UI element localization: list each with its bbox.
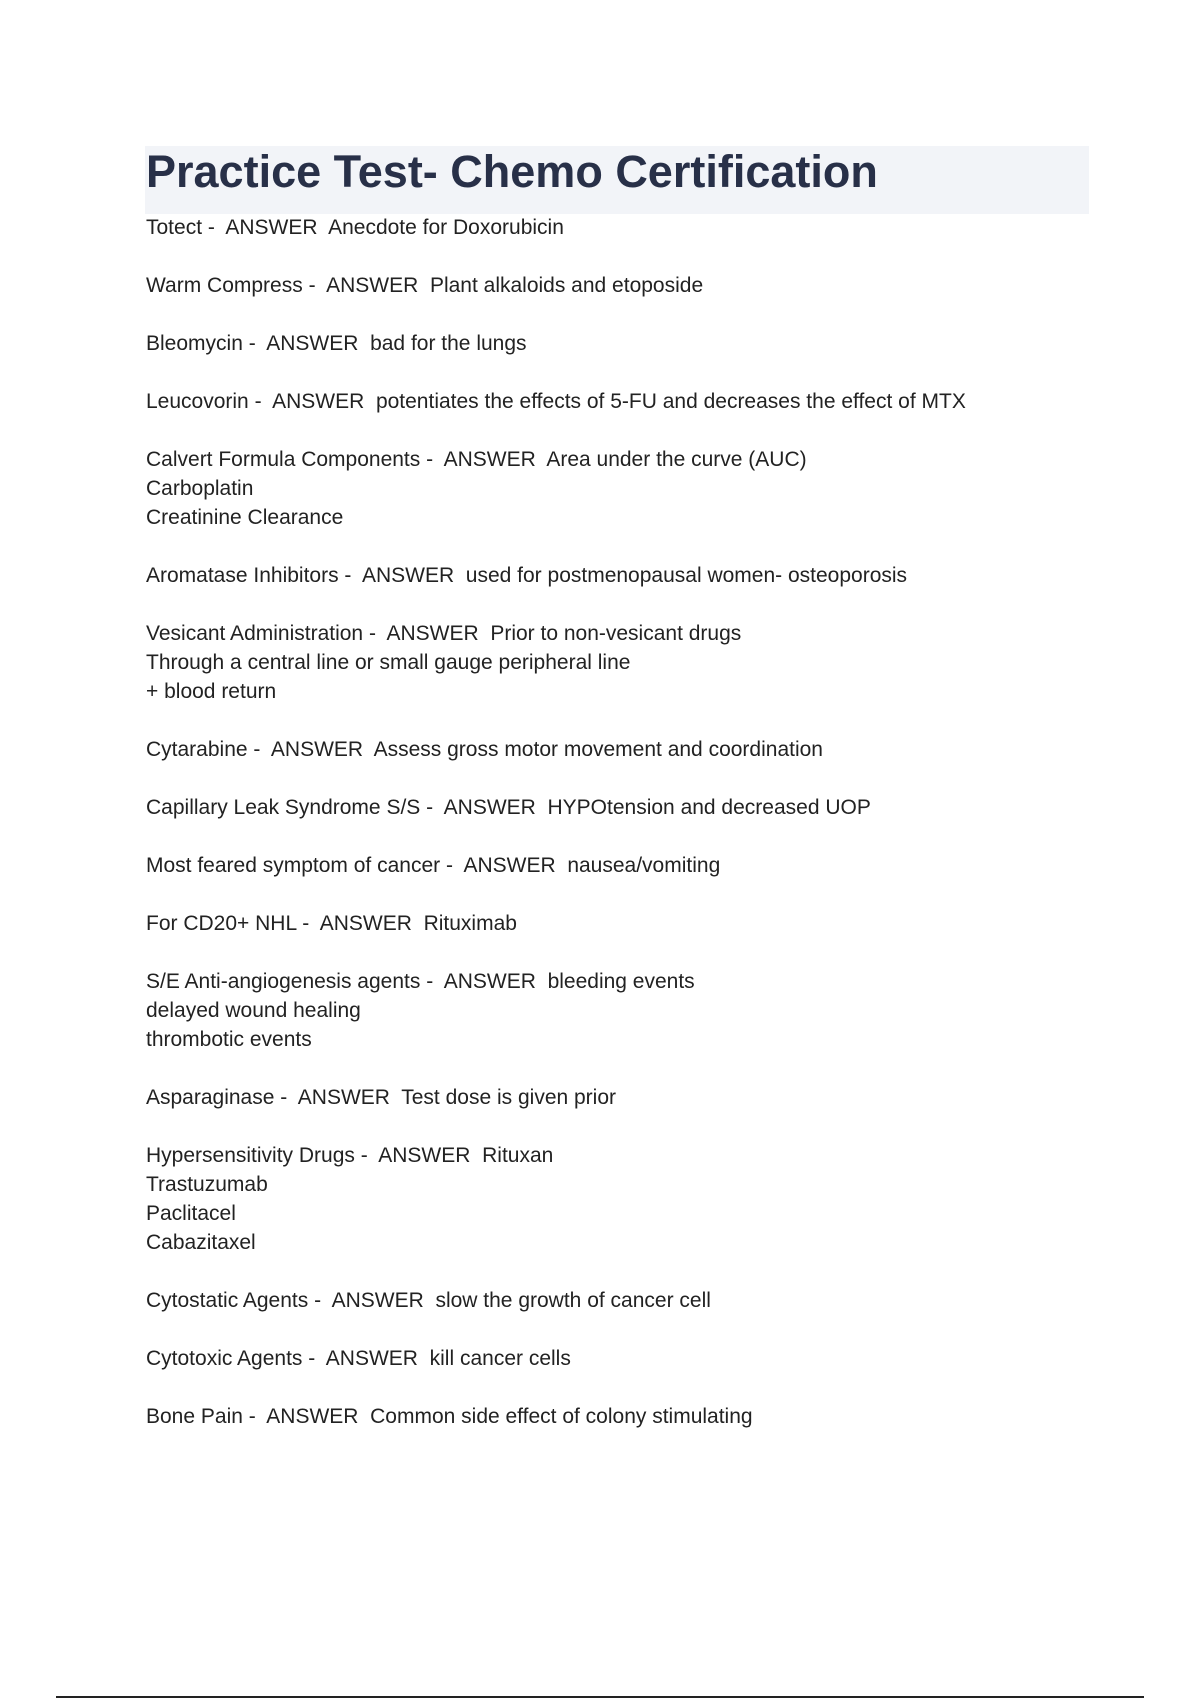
qa-answer: Assess gross motor movement and coordination bbox=[373, 738, 823, 761]
qa-first-line bbox=[146, 329, 1106, 358]
qa-answer: Paclitacel bbox=[146, 1202, 236, 1225]
qa-answer: Rituxan bbox=[482, 1144, 554, 1167]
qa-item bbox=[146, 1402, 1106, 1431]
qa-continuation-line bbox=[146, 503, 1106, 532]
qa-first-line bbox=[146, 909, 1106, 938]
answer-label: ANSWER bbox=[386, 622, 479, 645]
qa-answer: Creatinine Clearance bbox=[146, 506, 344, 529]
qa-answer: bad for the lungs bbox=[370, 332, 527, 355]
qa-item bbox=[146, 793, 1106, 822]
qa-term: Totect - bbox=[146, 216, 225, 239]
qa-term: Bleomycin - bbox=[146, 332, 266, 355]
qa-item bbox=[146, 1344, 1106, 1373]
qa-first-line bbox=[146, 1083, 1106, 1112]
qa-term: For CD20+ NHL - bbox=[146, 912, 320, 935]
qa-first-line bbox=[146, 1141, 1106, 1170]
answer-label: ANSWER bbox=[361, 564, 455, 587]
qa-item bbox=[146, 1141, 1106, 1257]
qa-answer: Carboplatin bbox=[146, 477, 254, 500]
qa-term: Cytostatic Agents - bbox=[146, 1289, 332, 1312]
answer-label: ANSWER bbox=[297, 1086, 390, 1109]
answer-label: ANSWER bbox=[443, 448, 536, 471]
qa-item bbox=[146, 1286, 1106, 1315]
qa-item bbox=[146, 445, 1106, 532]
qa-answer: + blood return bbox=[146, 680, 277, 703]
qa-term: Cytarabine - bbox=[146, 738, 271, 761]
qa-term: Capillary Leak Syndrome S/S - bbox=[146, 796, 444, 819]
qa-answer: Through a central line or small gauge peripheral line bbox=[146, 651, 631, 674]
answer-label: ANSWER bbox=[378, 1144, 471, 1167]
answer-label: ANSWER bbox=[463, 854, 556, 877]
qa-first-line bbox=[146, 387, 1106, 416]
qa-list bbox=[146, 213, 1106, 1460]
qa-first-line bbox=[146, 1402, 1106, 1431]
qa-first-line bbox=[146, 213, 1106, 242]
qa-item bbox=[146, 1083, 1106, 1112]
qa-answer: Common side effect of colony stimulating bbox=[370, 1405, 753, 1428]
qa-answer: delayed wound healing bbox=[146, 999, 361, 1022]
qa-answer: HYPOtension and decreased UOP bbox=[547, 796, 871, 819]
qa-continuation-line bbox=[146, 677, 1106, 706]
answer-label: ANSWER bbox=[326, 274, 419, 297]
qa-answer: Trastuzumab bbox=[146, 1173, 268, 1196]
qa-term: Hypersensitivity Drugs - bbox=[146, 1144, 378, 1167]
qa-answer: kill cancer cells bbox=[429, 1347, 571, 1370]
qa-item bbox=[146, 561, 1106, 590]
answer-label: ANSWER bbox=[325, 1347, 418, 1370]
qa-term: Vesicant Administration - bbox=[146, 622, 386, 645]
qa-item bbox=[146, 967, 1106, 1054]
qa-continuation-line bbox=[146, 1228, 1106, 1257]
qa-answer: potentiates the effects of 5-FU and decreases the effect of MTX bbox=[375, 390, 966, 413]
qa-answer: Plant alkaloids and etoposide bbox=[429, 274, 704, 297]
qa-first-line bbox=[146, 271, 1106, 300]
footer-divider bbox=[56, 1696, 1144, 1698]
page-title: Practice Test- Chemo Certification bbox=[146, 146, 878, 197]
answer-label: ANSWER bbox=[443, 796, 536, 819]
qa-answer: nausea/vomiting bbox=[567, 854, 721, 877]
qa-item bbox=[146, 735, 1106, 764]
answer-label: ANSWER bbox=[272, 390, 365, 413]
qa-term: Aromatase Inhibitors - bbox=[146, 564, 362, 587]
qa-term: Cytotoxic Agents - bbox=[146, 1347, 326, 1370]
qa-first-line bbox=[146, 619, 1106, 648]
qa-term: S/E Anti-angiogenesis agents - bbox=[146, 970, 444, 993]
qa-answer: bleeding events bbox=[547, 970, 695, 993]
qa-answer: Prior to non-vesicant drugs bbox=[490, 622, 742, 645]
qa-answer: thrombotic events bbox=[146, 1028, 312, 1051]
qa-continuation-line bbox=[146, 1170, 1106, 1199]
qa-item bbox=[146, 329, 1106, 358]
qa-answer: Rituximab bbox=[423, 912, 517, 935]
qa-first-line bbox=[146, 851, 1106, 880]
qa-item bbox=[146, 909, 1106, 938]
qa-answer: Test dose is given prior bbox=[401, 1086, 617, 1109]
qa-term: Most feared symptom of cancer - bbox=[146, 854, 463, 877]
qa-term: Leucovorin - bbox=[146, 390, 272, 413]
qa-first-line bbox=[146, 445, 1106, 474]
qa-term: Calvert Formula Components - bbox=[146, 448, 444, 471]
qa-item bbox=[146, 851, 1106, 880]
qa-answer: slow the growth of cancer cell bbox=[435, 1289, 711, 1312]
qa-term: Bone Pain - bbox=[146, 1405, 266, 1428]
qa-answer: Area under the curve (AUC) bbox=[546, 448, 807, 471]
qa-term: Warm Compress - bbox=[146, 274, 326, 297]
answer-label: ANSWER bbox=[266, 1405, 359, 1428]
qa-item bbox=[146, 619, 1106, 706]
qa-continuation-line bbox=[146, 1025, 1106, 1054]
answer-label: ANSWER bbox=[266, 332, 359, 355]
qa-item bbox=[146, 213, 1106, 242]
qa-term: Asparaginase - bbox=[146, 1086, 298, 1109]
qa-first-line bbox=[146, 735, 1106, 764]
qa-continuation-line bbox=[146, 1199, 1106, 1228]
answer-label: ANSWER bbox=[225, 216, 318, 239]
qa-continuation-line bbox=[146, 648, 1106, 677]
qa-first-line bbox=[146, 1286, 1106, 1315]
answer-label: ANSWER bbox=[270, 738, 364, 761]
qa-answer: used for postmenopausal women- osteoporosis bbox=[465, 564, 908, 587]
answer-label: ANSWER bbox=[319, 912, 412, 935]
qa-continuation-line bbox=[146, 474, 1106, 503]
qa-first-line bbox=[146, 793, 1106, 822]
qa-continuation-line bbox=[146, 996, 1106, 1025]
answer-label: ANSWER bbox=[443, 970, 536, 993]
qa-item bbox=[146, 271, 1106, 300]
qa-item bbox=[146, 387, 1106, 416]
qa-answer: Cabazitaxel bbox=[146, 1231, 256, 1254]
qa-first-line bbox=[146, 967, 1106, 996]
qa-first-line bbox=[146, 561, 1106, 590]
qa-answer: Anecdote for Doxorubicin bbox=[328, 216, 564, 239]
qa-first-line bbox=[146, 1344, 1106, 1373]
answer-label: ANSWER bbox=[331, 1289, 424, 1312]
